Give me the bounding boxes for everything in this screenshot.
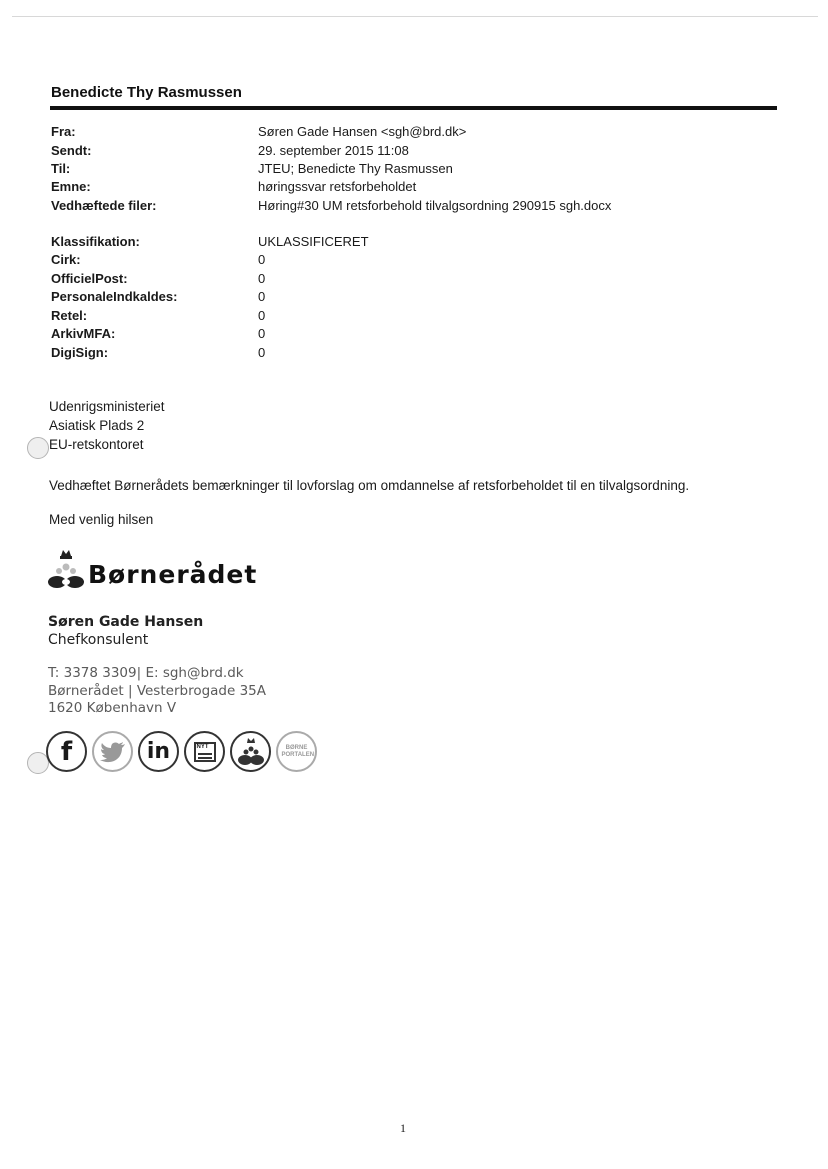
boerneportalen-glyph: BØRNE PORTALEN	[281, 744, 315, 758]
field-value: høringssvar retsforbeholdet	[258, 179, 417, 194]
field-value: JTEU; Benedicte Thy Rasmussen	[258, 161, 453, 176]
field-label: PersonaleIndkaldes:	[51, 289, 178, 304]
newspaper-icon	[194, 742, 216, 762]
field-value: 0	[258, 271, 266, 286]
field-value: 0	[258, 308, 266, 323]
attachment-link[interactable]: Høring#30 UM retsforbehold tilvalgsordning 290915 sgh.docx	[258, 198, 612, 213]
signature-city: 1620 København V	[48, 700, 177, 716]
facebook-glyph: f	[60, 736, 73, 767]
signature-contact: T: 3378 3309| E: sgh@brd.dk	[48, 665, 244, 681]
closing-text: Med venlig hilsen	[49, 512, 154, 527]
field-label: DigiSign:	[51, 345, 109, 360]
field-label: Sendt:	[51, 143, 92, 158]
field-value: 0	[258, 289, 266, 304]
field-label: Til:	[51, 161, 71, 176]
twitter-icon[interactable]	[92, 731, 133, 772]
signature-name: Søren Gade Hansen	[48, 614, 204, 630]
linkedin-glyph: in	[146, 739, 171, 764]
signature-address: Børnerådet | Vesterbrogade 35A	[48, 683, 266, 699]
header-rule	[50, 106, 777, 110]
field-label: Emne:	[51, 179, 91, 194]
page-number: 1	[400, 1121, 406, 1135]
linkedin-icon[interactable]	[138, 731, 179, 772]
crown-emblem-icon	[46, 546, 86, 594]
field-label: ArkivMFA:	[51, 326, 116, 341]
punch-hole-mark	[27, 437, 49, 459]
sender-name-heading: Benedicte Thy Rasmussen	[51, 84, 242, 101]
field-value: 0	[258, 345, 266, 360]
field-label: Cirk:	[51, 252, 81, 267]
logo-wordmark: Børnerådet	[88, 560, 258, 589]
address-line: EU-retskontoret	[49, 437, 144, 452]
newsletter-glyph: NYT	[196, 743, 209, 750]
address-line: Udenrigsministeriet	[49, 399, 165, 414]
boerneraadet-logo	[46, 546, 286, 594]
signature-title: Chefkonsulent	[48, 632, 149, 648]
twitter-bird-icon	[100, 741, 126, 763]
field-value: 0	[258, 252, 266, 267]
top-border-line	[12, 16, 818, 17]
field-label: OfficielPost:	[51, 271, 128, 286]
field-label: Fra:	[51, 124, 76, 139]
facebook-icon[interactable]	[46, 731, 87, 772]
field-value: 0	[258, 326, 266, 341]
address-line: Asiatisk Plads 2	[49, 418, 145, 433]
field-value: Søren Gade Hansen <sgh@brd.dk>	[258, 124, 467, 139]
field-label: Retel:	[51, 308, 88, 323]
field-label: Klassifikation:	[51, 234, 140, 249]
message-text: Vedhæftet Børnerådets bemærkninger til lovforslag om omdannelse af retsforbeholdet til en tilvalgsordning.	[49, 478, 690, 493]
newsletter-icon[interactable]	[184, 731, 225, 772]
field-value: UKLASSIFICERET	[258, 234, 369, 249]
field-label: Vedhæftede filer:	[51, 198, 157, 213]
boerneportalen-icon[interactable]	[276, 731, 317, 772]
boerneraadet-icon[interactable]	[230, 731, 271, 772]
boerneraadet-emblem-icon	[237, 737, 265, 767]
field-value: 29. september 2015 11:08	[258, 143, 409, 158]
